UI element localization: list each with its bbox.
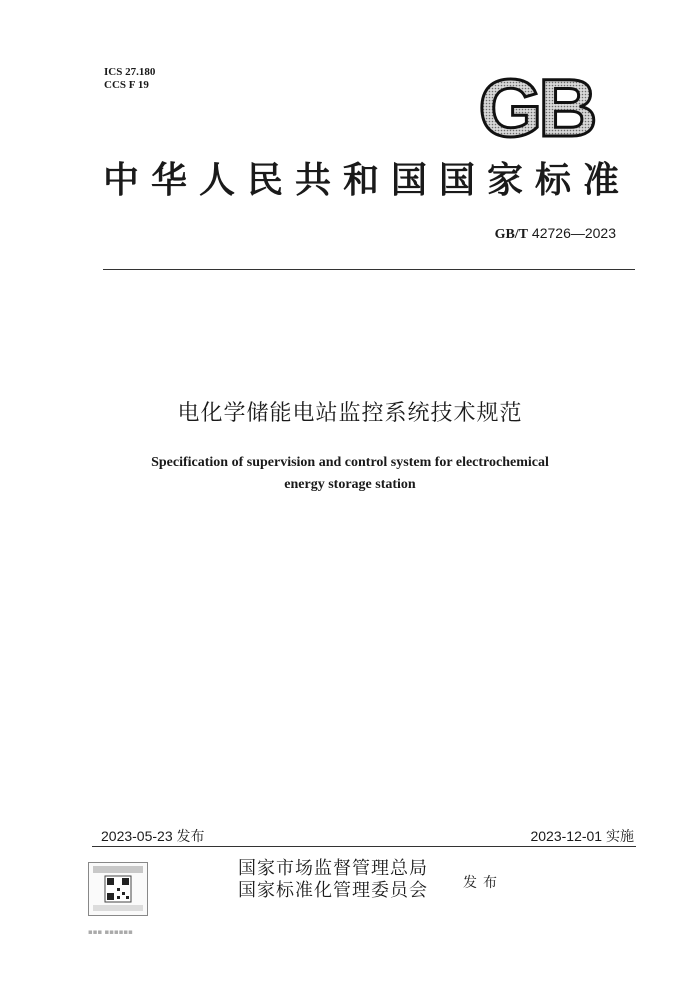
standard-code-number: 42726—2023 xyxy=(531,225,616,241)
issuing-authorities xyxy=(238,858,428,902)
ccs-code: CCS F 19 xyxy=(104,79,149,91)
publish-date: 2023-05-23 发布 xyxy=(101,828,205,844)
standard-type-title: 中华人民共和国国家标准 xyxy=(103,159,632,201)
document-title-english xyxy=(0,452,700,496)
gb-standard-logo-icon xyxy=(470,72,602,144)
english-title-line-1: Specification of supervision and control system for electrochemical xyxy=(151,455,549,470)
implement-date: 2023-12-01 实施 xyxy=(530,828,634,844)
logo-text: GB xyxy=(478,72,594,144)
bottom-divider xyxy=(92,846,636,847)
standard-code-prefix: GB/T xyxy=(494,227,529,242)
ics-code: ICS 27.180 xyxy=(104,66,156,78)
document-title-chinese: 电化学储能电站监控系统技术规范 xyxy=(177,401,523,426)
classification-codes xyxy=(104,66,155,92)
issued-label: 发布 xyxy=(463,875,503,891)
qr-caption-icon: ▪▪▪ ▪▪▪▪▪▪ xyxy=(88,928,133,936)
qr-code-icon xyxy=(88,862,148,916)
english-title-line-2: energy storage station xyxy=(284,477,416,492)
issuer-samr: 国家市场监督管理总局 xyxy=(238,858,428,879)
issuer-sac: 国家标准化管理委员会 xyxy=(238,880,428,901)
standard-code xyxy=(495,225,616,243)
top-divider xyxy=(103,269,635,270)
